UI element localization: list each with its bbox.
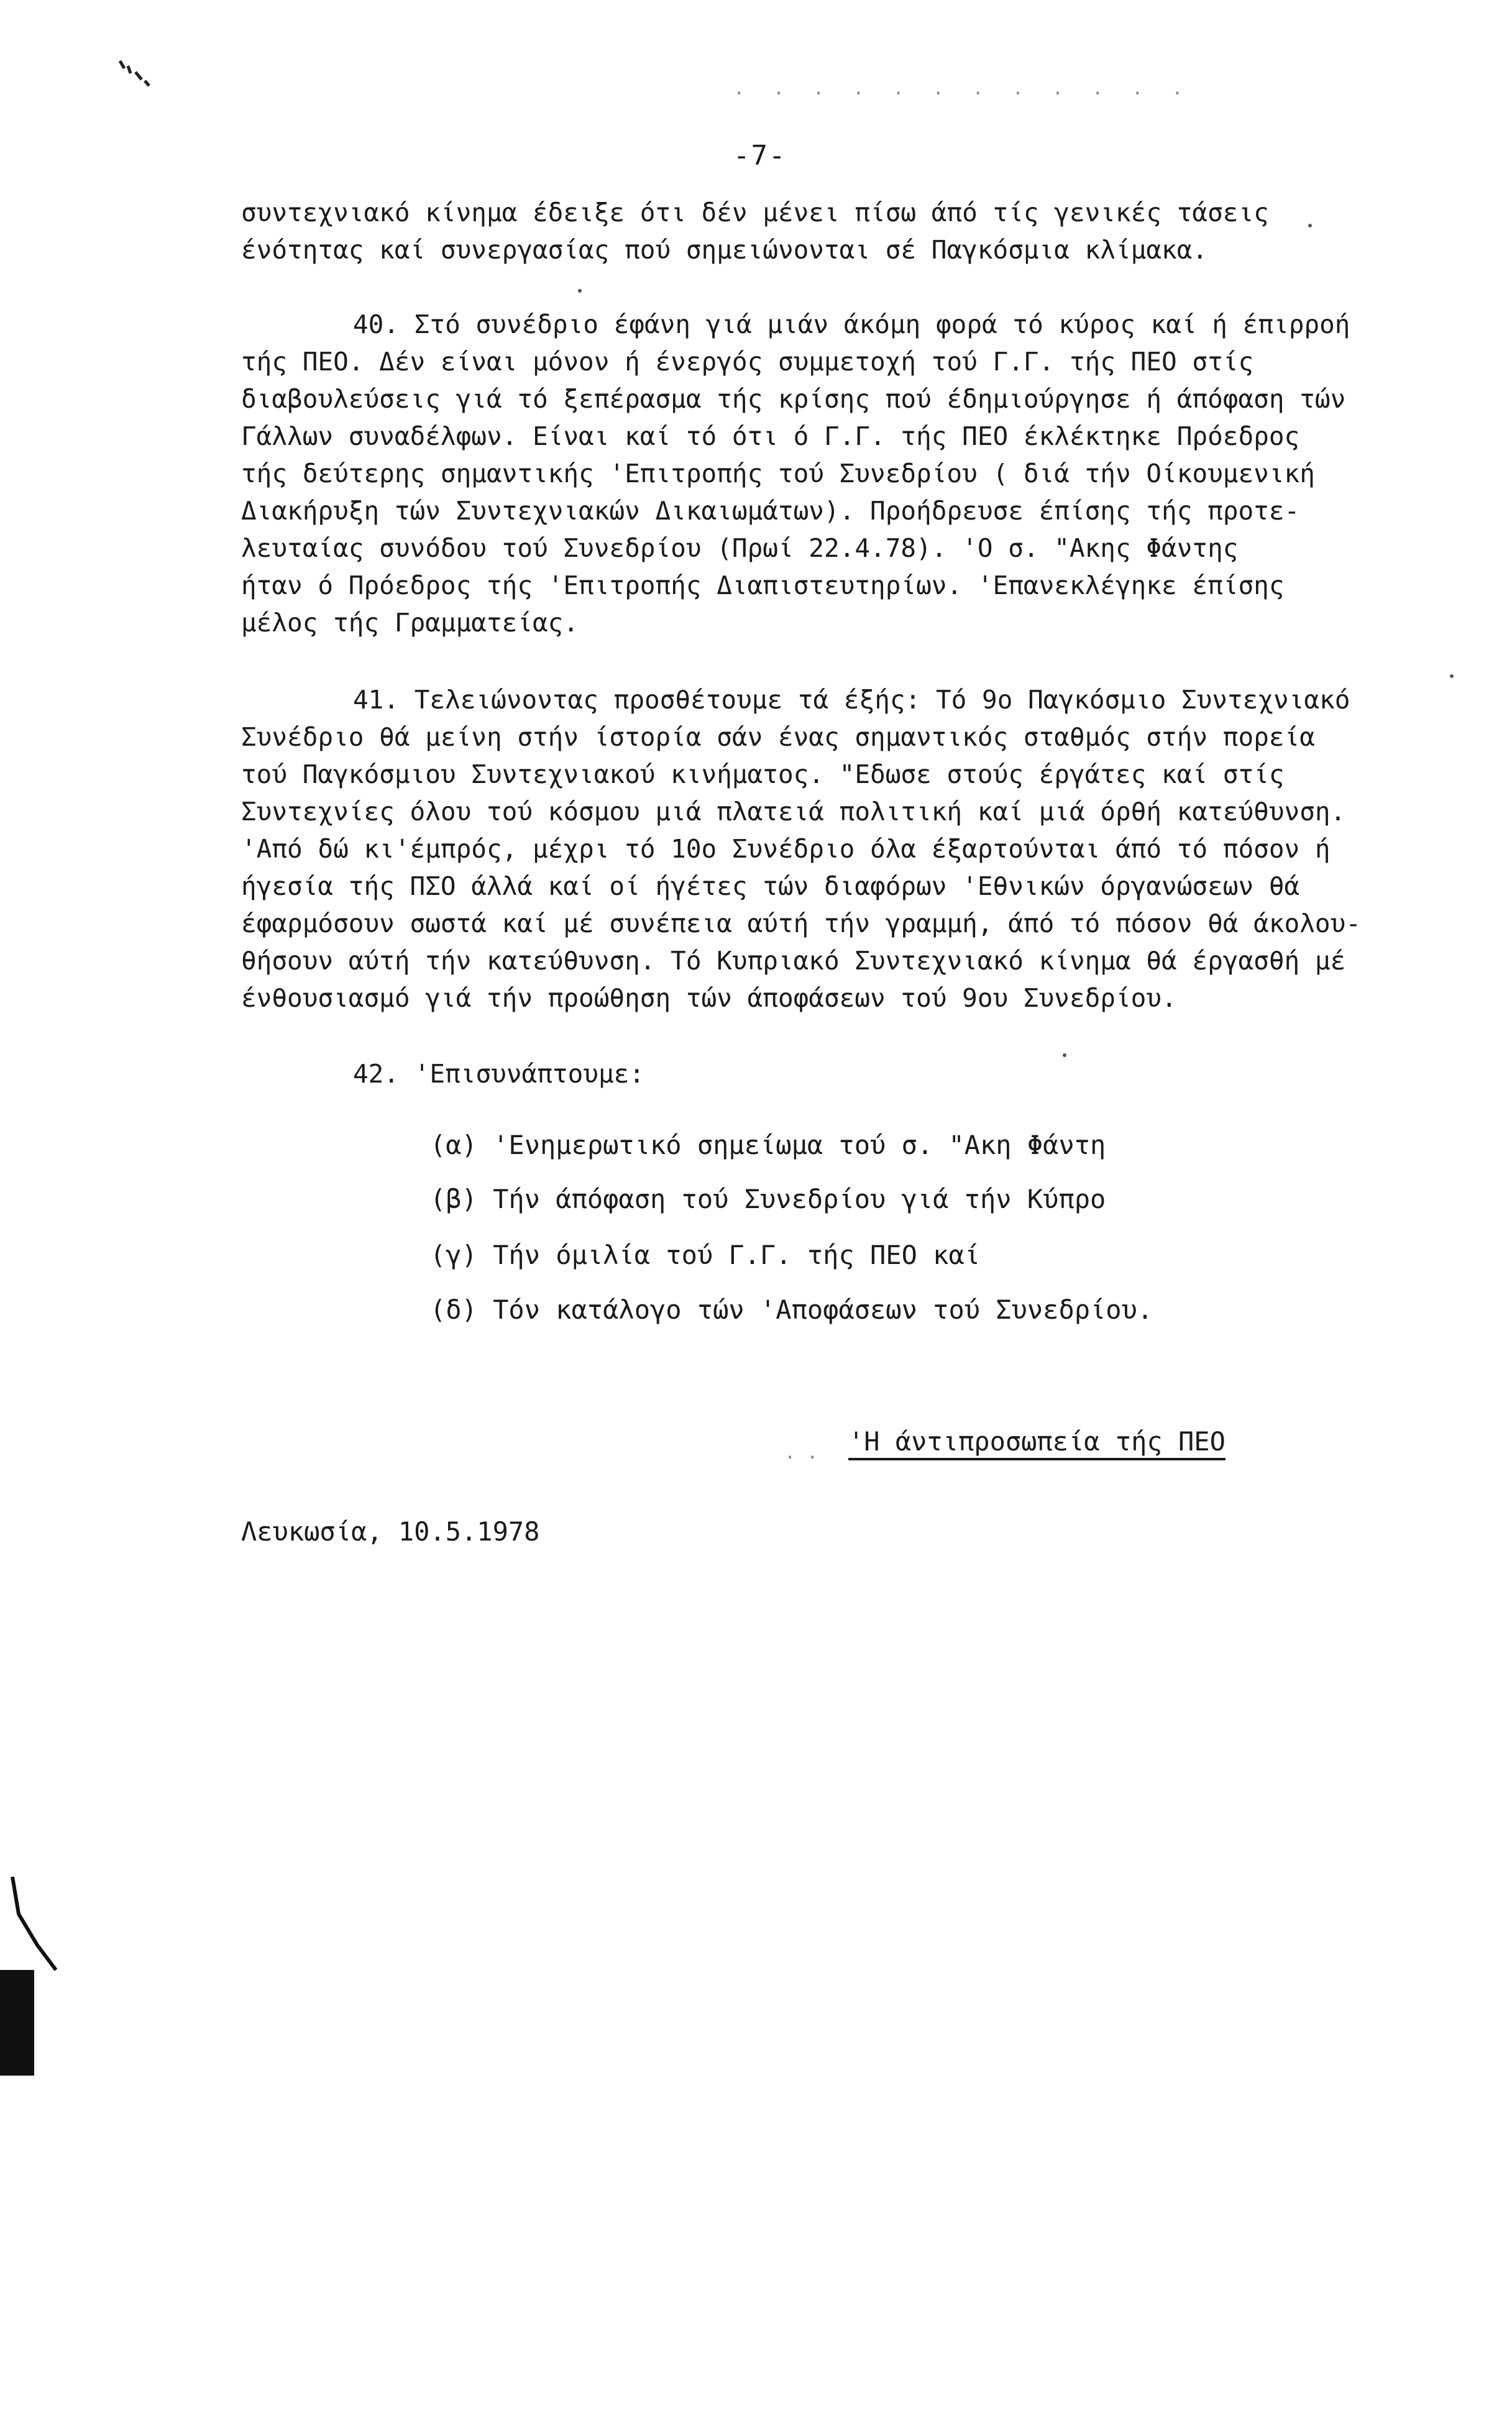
- text-line: τής δεύτερης σημαντικής 'Επιτροπής τού Συνεδρίου ( διά τήν Οίκουμενική: [241, 459, 1315, 488]
- text-line: Διακήρυξη τών Συντεχνιακών Δικαιωμάτων). Προήδρευσε έπίσης τής προτε-: [241, 496, 1300, 526]
- page-number: -7-: [733, 140, 787, 172]
- scan-speck: [1308, 224, 1312, 227]
- text-line: μέλος τής Γραμματείας.: [241, 608, 579, 638]
- text-line: 42. 'Επισυνάπτουμε:: [353, 1059, 644, 1089]
- text-line: θήσουν αύτή τήν κατεύθυνση. Τό Κυπριακό Συντεχνιακό κίνημα θά έργασθή μέ: [241, 946, 1346, 976]
- text-line: τού Παγκόσμιου Συντεχνιακού κινήματος. "Εδωσε στούς έργάτες καί στίς: [241, 759, 1285, 789]
- text-line: 41. Τελειώνοντας προσθέτουμε τά έξής: Τό 9ο Παγκόσμιο Συντεχνιακό: [353, 685, 1350, 715]
- text-line: διαβουλεύσεις γιά τό ξεπέρασμα τής κρίσης πού έδημιούργησε ή άπόφαση τών: [241, 384, 1346, 414]
- text-line: λευταίας συνόδου τού Συνεδρίου (Πρωί 22.4.78). 'Ο σ. "Ακης Φάντης: [241, 533, 1239, 563]
- attachment-item-a: (α) 'Ενημερωτικό σημείωμα τού σ. "Ακη Φάντη: [430, 1130, 1106, 1160]
- scan-edge-artifact: [0, 1877, 75, 2100]
- attachment-item-c: (γ) Τήν όμιλία τού Γ.Γ. τής ΠΕΟ καί: [430, 1240, 981, 1270]
- attachment-item-d: (δ) Τόν κατάλογο τών 'Αποφάσεων τού Συνεδρίου.: [430, 1294, 1153, 1325]
- paragraph-continuation: [241, 194, 1385, 268]
- text-line: Συντεχνίες όλου τού κόσμου μιά πλατειά πολιτική καί μιά όρθή κατεύθυνση.: [241, 797, 1346, 827]
- text-line: ήγεσία τής ΠΣΟ άλλά καί οί ήγέτες τών διαφόρων 'Εθνικών όργανώσεων θά: [241, 871, 1300, 901]
- scan-speck: [1063, 1053, 1066, 1057]
- date-line: Λευκωσία, 10.5.1978: [241, 1516, 540, 1547]
- text-line: Γάλλων συναδέλφων. Είναι καί τό ότι ό Γ.Γ. τής ΠΕΟ έκλέκτηκε Πρόεδρος: [241, 421, 1300, 451]
- text-line: έφαρμόσουν σωστά καί μέ συνέπεια αύτή τήν γραμμή, άπό τό πόσον θά άκολου-: [241, 909, 1361, 938]
- paragraph-40: [241, 306, 1385, 641]
- scan-dots: . .: [784, 1442, 818, 1463]
- scan-artifact-mark: [117, 55, 179, 104]
- text-line: Συνέδριο θά μείνη στήν ίστορία σάν ένας σημαντικός σταθμός στήν πορεία: [241, 722, 1315, 752]
- text-line: ένότητας καί συνεργασίας πού σημειώνονται σέ Παγκόσμια κλίμακα.: [241, 235, 1208, 265]
- text-line: συντεχνιακό κίνημα έδειξε ότι δέν μένει πίσω άπό τίς γενικές τάσεις: [241, 198, 1269, 227]
- scan-speck: [1450, 674, 1454, 678]
- paragraph-42: [241, 1055, 1385, 1092]
- text-line: 40. Στό συνέδριο έφάνη γιά μιάν άκόμη φορά τό κύρος καί ή έπιρροή: [353, 309, 1350, 339]
- text-line: ένθουσιασμό γιά τήν προώθηση τών άποφάσεων τού 9ου Συνεδρίου.: [241, 983, 1177, 1013]
- signature-line: 'Η άντιπροσωπεία τής ΠΕΟ: [848, 1426, 1226, 1460]
- text-line: 'Από δώ κι'έμπρός, μέχρι τό 10ο Συνέδριο όλα έξαρτούνται άπό τό πόσον ή: [241, 834, 1331, 864]
- text-line: ήταν ό Πρόεδρος τής 'Επιτροπής Διαπιστευτηρίων. 'Επανεκλέγηκε έπίσης: [241, 570, 1285, 600]
- scan-dots: . . . . . . . . . . . .: [733, 78, 1192, 99]
- attachment-item-b: (β) Τήν άπόφαση τού Συνεδρίου γιά τήν Κύπρο: [430, 1184, 1106, 1214]
- paragraph-41: [241, 681, 1385, 1017]
- scan-speck: [578, 289, 582, 293]
- text-line: τής ΠΕΟ. Δέν είναι μόνον ή ένεργός συμμετοχή τού Γ.Γ. τής ΠΕΟ στίς: [241, 347, 1254, 377]
